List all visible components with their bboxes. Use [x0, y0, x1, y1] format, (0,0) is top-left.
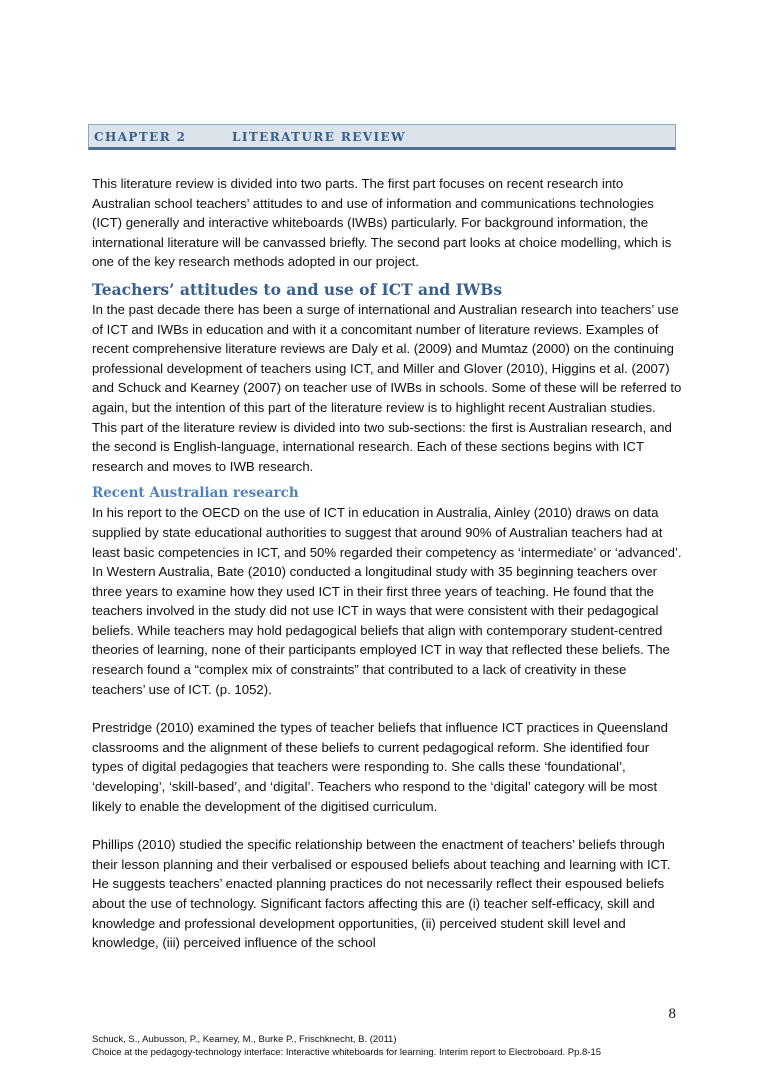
citation-footer: [92, 1034, 601, 1059]
subsection-paragraph: Phillips (2010) studied the specific relationship between the enactment of teachers’ beliefs through their lesson planning and their verbalised or espoused beliefs about teaching and learning with ICT. He suggests teachers’ enacted planning practices do not necessarily reflect their espoused beliefs about the use of technology. Significant factors affecting this are (i) teacher self-efficacy, skill and knowledge and professional development opportunities, (ii) perceived student skill level and knowledge, (iii) perceived influence of the school: [92, 837, 671, 951]
subsection-paragraph: Prestridge (2010) examined the types of teacher beliefs that influence ICT practices in Queensland classrooms and the alignment of these beliefs to current pedagogical reform. She identified four types of digital pedagogies that teachers were responding to. She calls these ‘foundational’, ‘developing’, ‘skill-based’, and ‘digital’. Teachers who respond to the ‘digital’ category will be most likely to enable the development of the digitised curriculum.: [92, 720, 668, 814]
section-heading: Teachers’ attitudes to and use of ICT and IWBs: [92, 279, 503, 299]
chapter-heading-bar: [88, 124, 676, 150]
page-number: 8: [668, 1006, 676, 1022]
subsection-heading: Recent Australian research: [92, 485, 299, 502]
body-text: [92, 174, 682, 953]
chapter-number: CHAPTER 2: [94, 130, 187, 144]
section-paragraph: This part of the literature review is divided into two sub-sections: the first is Australian research, and the second is English-language, international research. Each of these sections begins with ICT research and moves to IWB research.: [92, 419, 672, 474]
footer-line: Schuck, S., Aubusson, P., Kearney, M., Burke P., Frischknecht, B. (2011): [92, 1034, 397, 1045]
section-paragraph: In the past decade there has been a surge of international and Australian research into teachers’ use of ICT and IWBs in education and with it a concomitant number of literature reviews. Examples of recent comprehensive literature reviews are Daly et al. (2009) and Mumtaz (2000) on the continuing professional development of teachers using ICT, and Miller and Glover (2010), Higgins et al. (2007) and Schuck and Kearney (2007) on teacher use of IWBs in schools. Some of these will be referred to again, but the intention of this part of the literature review is to highlight recent Australian studies.: [92, 301, 682, 415]
footer-line: Choice at the pedagogy-technology interface: Interactive whiteboards for learning. Interim report to Electroboard. Pp.8-15: [92, 1046, 602, 1058]
subsection-paragraph: In his report to the OECD on the use of ICT in education in Australia, Ainley (2010) draws on data supplied by state educational authorities to suggest that around 90% of Australian teachers had at least basic competencies in ICT, and 50% regarded their competency as ‘intermediate’ or ‘advanced’. In Western Australia, Bate (2010) conducted a longitudinal study with 35 beginning teachers over three years to examine how they used ICT in their first three years of teaching. He found that the teachers involved in the study did not use ICT in ways that were consistent with their pedagogical beliefs. While teachers may hold pedagogical beliefs that align with contemporary student-centred theories of learning, none of their participants employed ICT in way that reflected these beliefs. The research found a “complex mix of constraints” that contributed to a lack of creativity in these teachers’ use of ICT. (p. 1052).: [92, 505, 682, 697]
chapter-title: LITERATURE REVIEW: [232, 130, 406, 144]
intro-paragraph: This literature review is divided into two parts. The first part focuses on recent research into Australian school teachers’ attitudes to and use of information and communications technologies (ICT) generally and interactive whiteboards (IWBs) particularly. For background information, the international literature will be canvassed briefly. The second part looks at choice modelling, which is one of the key research methods adopted in our project.: [92, 176, 672, 270]
